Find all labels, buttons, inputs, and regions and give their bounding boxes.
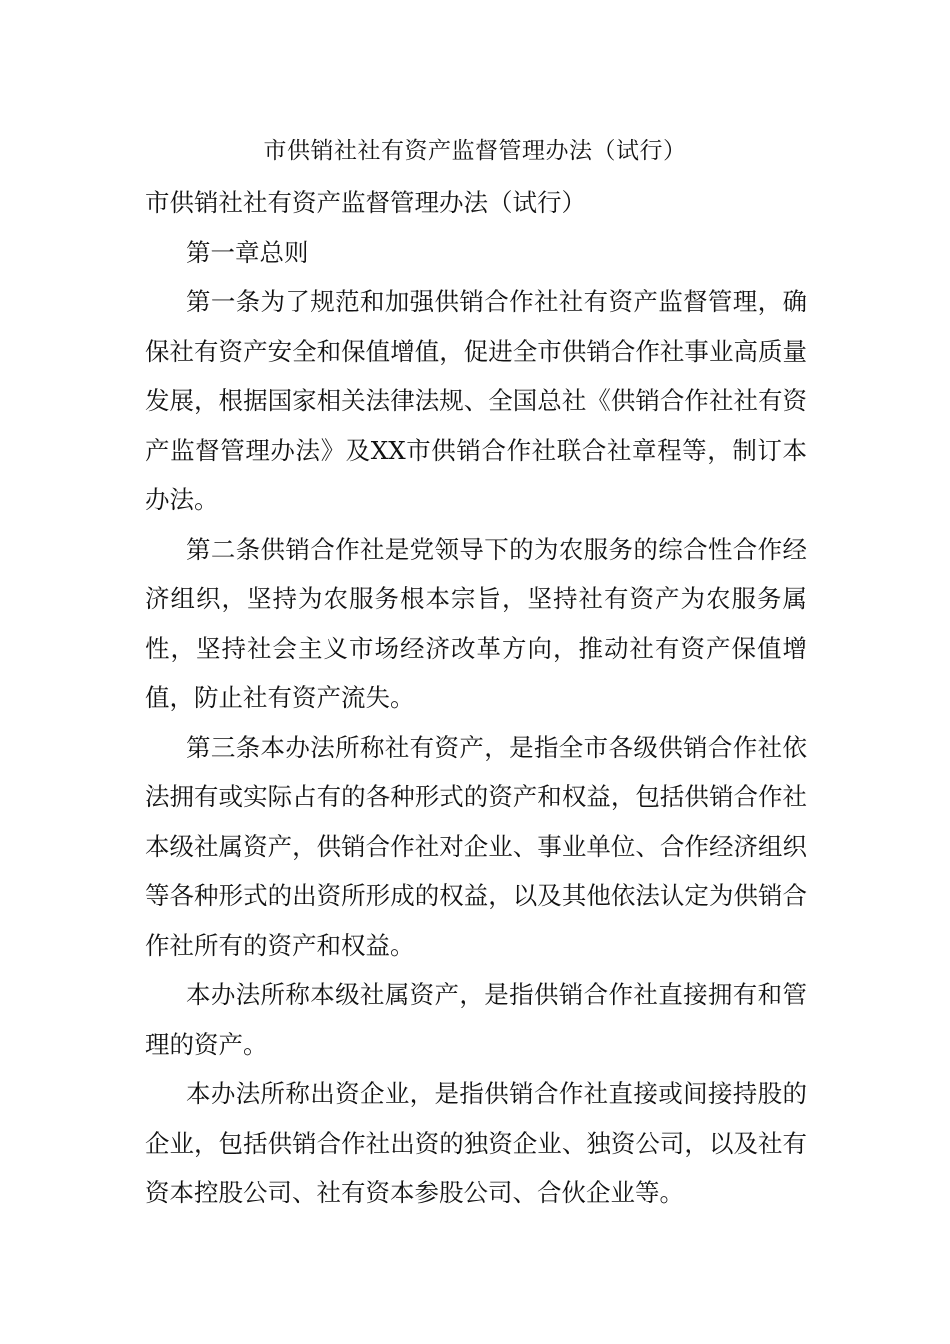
document-subtitle: 市供销社社有资产监督管理办法（试行） (145, 188, 586, 217)
chapter-heading: 第一章总则 (186, 237, 309, 267)
article-2-paragraph: 第二条供销合作社是党领导下的为农服务的综合性合作经济组织，坚持为农服务根本宗旨，坚持社有资产为农服务属性，坚持社会主义市场经济改革方向，推动社有资产保值增值，防止社有资产流失。 (145, 534, 807, 712)
document-body (145, 178, 807, 1218)
definition-paragraph-invested-enterprises: 本办法所称出资企业，是指供销合作社直接或间接持股的企业，包括供销合作社出资的独资企业、独资公司，以及社有资本控股公司、社有资本参股公司、合伙企业等。 (145, 1079, 807, 1207)
definition-paragraph-own-assets: 本办法所称本级社属资产，是指供销合作社直接拥有和管理的资产。 (145, 980, 807, 1059)
article-3-paragraph: 第三条本办法所称社有资产，是指全市各级供销合作社依法拥有或实际占有的各种形式的资产和权益，包括供销合作社本级社属资产，供销合作社对企业、事业单位、合作经济组织等各种形式的出资所形成的权益，以及其他依法认定为供销合作社所有的资产和权益。 (145, 732, 807, 960)
document-title: 市供销社社有资产监督管理办法（试行） (263, 138, 687, 164)
article-1-paragraph: 第一条为了规范和加强供销合作社社有资产监督管理，确保社有资产安全和保值增值，促进全市供销合作社事业高质量发展，根据国家相关法律法规、全国总社《供销合作社社有资产监督管理办法》及XX市供销合作社联合社章程等，制订本办法。 (145, 287, 807, 514)
